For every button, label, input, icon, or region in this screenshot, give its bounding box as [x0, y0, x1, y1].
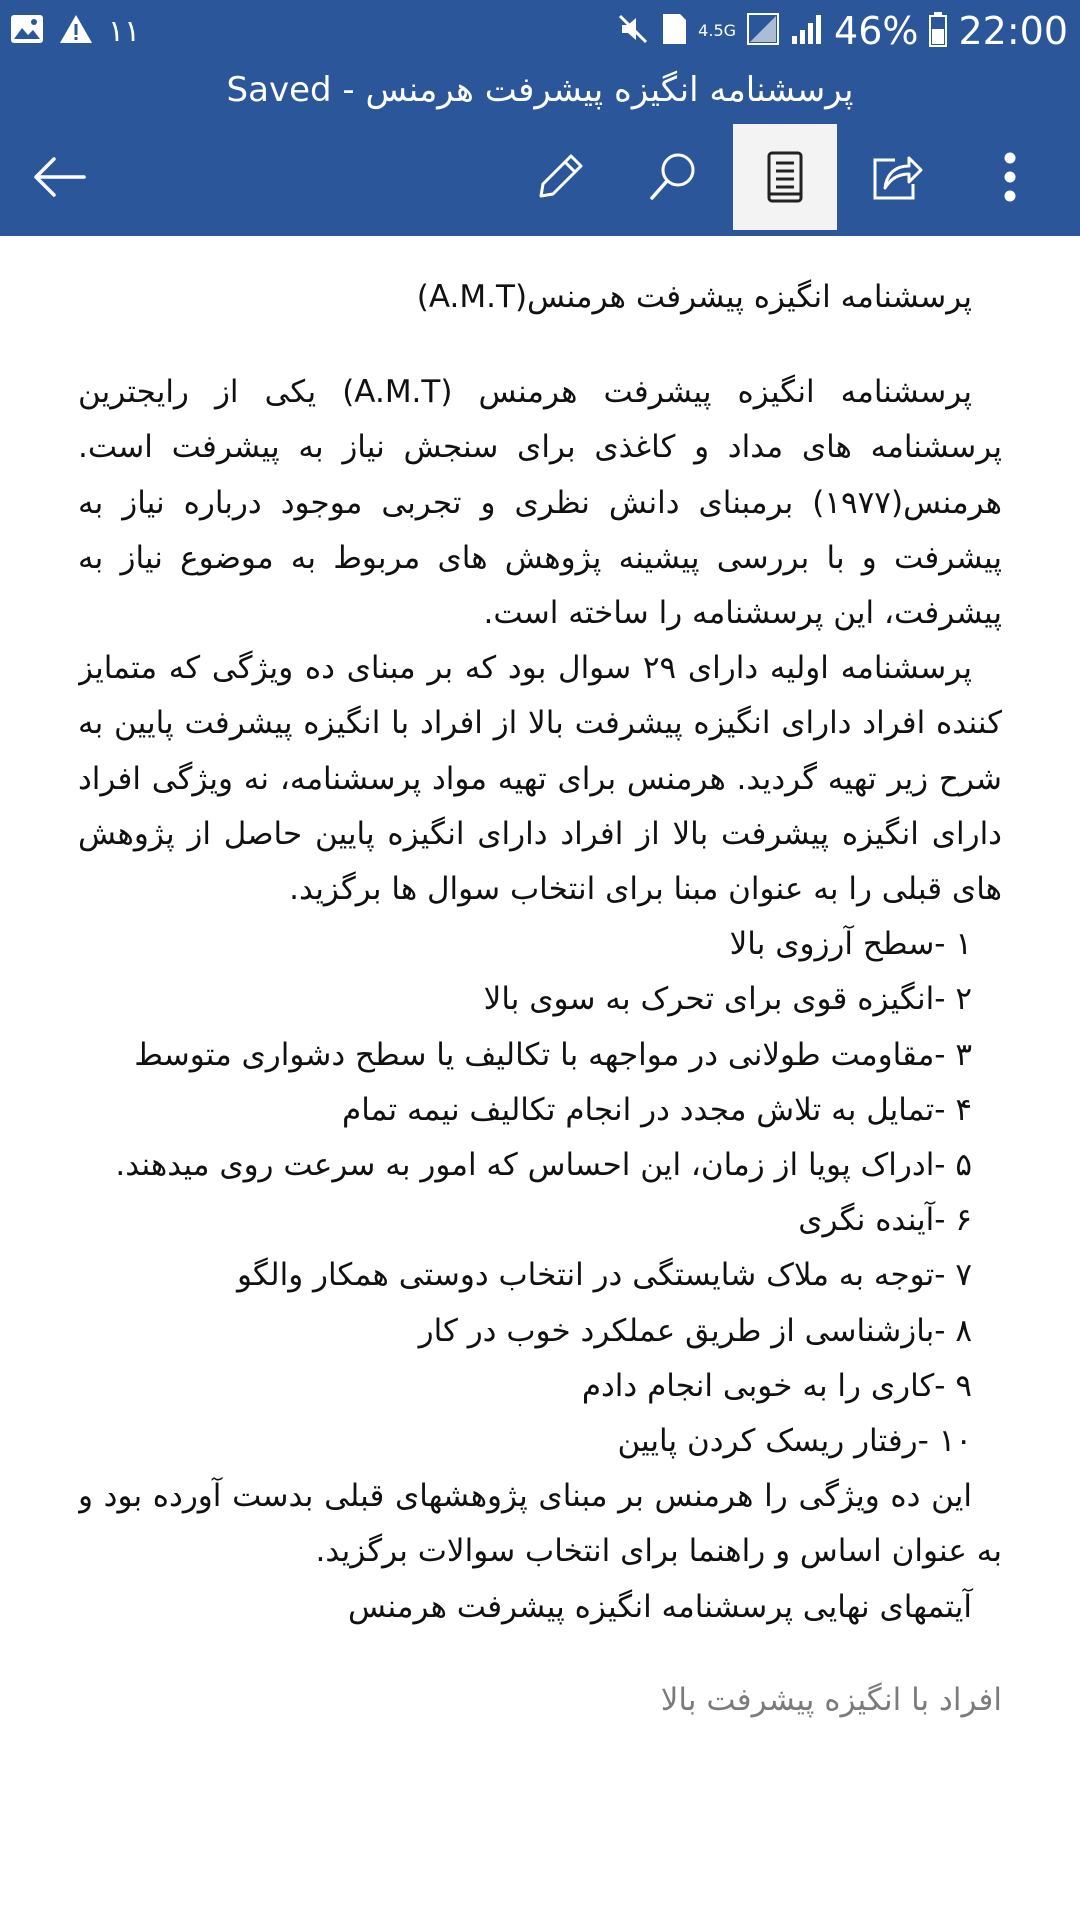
edit-button[interactable] — [508, 124, 612, 230]
search-button[interactable] — [621, 124, 725, 230]
network-type: 4.5G — [698, 21, 737, 40]
list-item: ۲ -انگیزه قوی برای تحرک به سوی بالا — [483, 981, 972, 1018]
sim-icon — [660, 12, 688, 50]
list-item: ۴ -تمایل به تلاش مجدد در انجام تکالیف نیمه تمام — [342, 1091, 972, 1128]
toolbar — [0, 124, 1080, 230]
clock: 22:00 — [958, 9, 1068, 53]
read-mode-button[interactable] — [733, 124, 837, 230]
share-icon — [869, 150, 925, 204]
list-item: ۱۰ -رفتار ریسک کردن پایین — [617, 1423, 972, 1460]
mobile-view-icon — [765, 150, 805, 204]
more-options-button[interactable] — [958, 124, 1062, 230]
status-bar — [0, 0, 1080, 62]
paragraph-traits: پرسشنامه اولیه دارای ۲۹ سوال بود که بر مبنای ده ویژگی که متمایز کننده افراد دارای انگیزه پیشرفت بالا از افراد با انگیزه پیشرفت پایین به شرح زیر تهیه گردید. هرمنس برای تهیه مواد پرسشنامه، نه ویژگی افراد دارای انگیزه پیشرفت بالا از افراد دارای انگیزه پایین حاصل از پژوهش های قبلی را به عنوان مبنا برای انتخاب سوال ها برگزید. — [78, 650, 1002, 908]
list-item: ۶ -آینده نگری — [798, 1202, 972, 1239]
arrow-left-icon — [32, 155, 88, 199]
app-header — [0, 0, 1080, 236]
warning-icon — [58, 13, 94, 49]
list-item: ۵ -ادراک پویا از زمان، این احساس که امور به سرعت روی میدهند. — [115, 1147, 972, 1184]
signal-icon — [790, 12, 824, 50]
list-item: ۷ -توجه به ملاک شایستگی در انتخاب دوستی همکار والگو — [237, 1257, 972, 1294]
battery-icon — [928, 11, 948, 51]
document-body — [78, 256, 1002, 1920]
list-item: ۸ -بازشناسی از طریق عملکرد خوب در کار — [418, 1312, 972, 1349]
status-right — [616, 8, 1068, 54]
list-item: ۳ -مقاومت طولانی در مواجهه با تکالیف یا سطح دشواری متوسط — [134, 1036, 972, 1073]
document-heading: پرسشنامه انگیزه پیشرفت هرمنس(A.M.T) — [416, 279, 972, 315]
back-button[interactable] — [8, 124, 112, 230]
more-vertical-icon — [1000, 150, 1020, 204]
paragraph-summary: این ده ویژگی را هرمنس بر مبنای پژوهشهای قبلی بدست آورده بود و به عنوان اساس و راهنما برای انتخاب سوالات برگزید. — [78, 1478, 1002, 1570]
battery-percent: 46% — [834, 9, 919, 53]
pencil-icon — [533, 150, 587, 204]
notification-count: ۱۱ — [108, 13, 141, 49]
share-button[interactable] — [845, 124, 949, 230]
mute-icon — [616, 12, 650, 50]
list-item: ۱ -سطح آرزوی بالا — [729, 926, 972, 963]
search-icon — [646, 150, 700, 204]
list-item: ۹ -کاری را به خوبی انجام دادم — [581, 1367, 972, 1404]
document-title: پرسشنامه انگیزه پیشرفت هرمنس - Saved — [226, 70, 854, 110]
final-items-heading: آیتمهای نهایی پرسشنامه انگیزه پیشرفت هرمنس — [348, 1588, 972, 1625]
status-left — [10, 10, 140, 52]
gallery-icon — [10, 14, 44, 48]
signal-sim2-icon — [746, 12, 780, 50]
paragraph-intro: پرسشنامه انگیزه پیشرفت هرمنس (A.M.T) یکی از رایجترین پرسشنامه های مداد و کاغذی برای سنجش نیاز به پیشرفت است. هرمنس(۱۹۷۷) برمبنای دانش نظری و تجربی موجود درباره نیاز به پیشرفت و با بررسی پیشینه پژوهش های مربوط به موضوع نیاز به پیشرفت، این پرسشنامه را ساخته است. — [78, 374, 1002, 632]
cut-off-line: افراد با انگیزه پیشرفت بالا — [660, 1681, 1002, 1718]
